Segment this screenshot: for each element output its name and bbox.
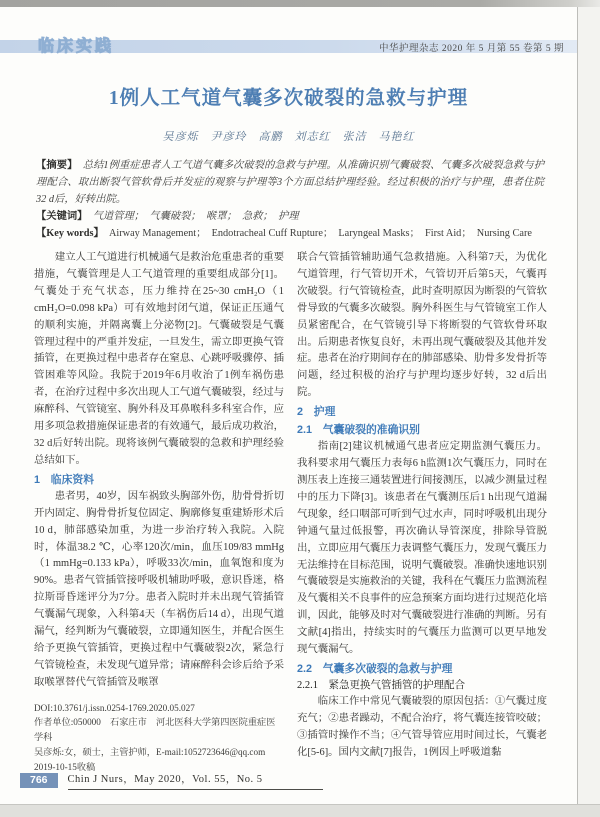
page-footer	[20, 771, 323, 790]
keywords-en-paragraph	[36, 225, 544, 242]
scan-edge-bottom	[0, 804, 600, 817]
scan-edge-right	[577, 7, 600, 804]
journal-issue-text: 中华护理杂志 2020 年 5 月第 55 卷第 5 期	[378, 43, 564, 54]
footnote-block	[34, 701, 284, 775]
footnote-author: 吴彦烁:女，硕士，主管护师，E-mail:1052723646@qq.com	[34, 747, 266, 758]
column-section-label: 临床实践	[38, 37, 115, 55]
section-2-2-1-heading: 2.2.1 紧急更换气管插管的护理配合	[297, 679, 465, 691]
journal-page	[0, 7, 577, 804]
page-number-badge: 766	[20, 773, 58, 788]
section-2-2-heading: 2.2 气囊多次破裂的急救与护理	[297, 662, 453, 675]
article-title: 1例人工气道气囊多次破裂的急救与护理	[108, 88, 469, 109]
keywords-en-label: 【Key words】	[36, 228, 99, 239]
abstract-text: 总结1例重症患者人工气道气囊多次破裂的急救与护理。从准确识别气囊破裂、气囊多次破裂急救与护理配合、取出断裂气管软骨后并发症的观察与护理等3个方面总结护理经验。经过积极的治疗与护理，患者住院32 d后，好转出院。	[36, 160, 544, 205]
section-2-2-1-text: 临床工作中常见气囊破裂的原因包括：①气囊过度充气；②患者躁动，不配合治疗，将气囊连接管咬破；③插管时操作不当；④气管导管应用时间过长，气囊老化[5-6]。国内文献[7]报告，1例因上呼吸道黏	[297, 695, 547, 758]
intro-paragraph: 建立人工气道进行机械通气是救治危重患者的重要措施，气囊管理是人工气道管理的重要组成部分[1]。气囊处于充气状态，压力维持在25~30 cmH₂O（1 cmH₂O=0.098 kPa）可有效地封闭气道，保证正压通气的顺利实施，并隔离囊上分泌物[2]。气囊破裂是气囊管理过程中的严重并发症，一旦发生，需立即更换气管插管，在更换过程中患者存在窒息、心跳呼吸骤停、插管困难等风险。我院于2019年6月收治了1例车祸伤患者，在治疗过程中多次出现人工气道气囊破裂，经过与麻醉科、气管镜室、胸外科及耳鼻喉科多科室合作，应用多项急救措施保证患者的有效通气，最后成功救治，32 d后好转出院。现将该例气囊破裂的急救和护理经验总结如下。	[34, 252, 284, 466]
keywords-text: 气道管理； 气囊破裂； 喉罩； 急救； 护理	[92, 211, 299, 222]
journal-citation: Chin J Nurs，May 2020，Vol. 55，No. 5	[68, 771, 323, 790]
section-2-1-text: 指南[2]建议机械通气患者应定期监测气囊压力。我科要求用气囊压力表每6 h监测1次气囊压力，同时在测压表上连接三通装置进行间接测压，以减少测量过程中的压力下降[3]。该患者在气囊测压后1 h出现气道漏气现象，经口咽部可听到气过水声，同时呼吸机出现分钟通气量过低报警，再次确认导管深度，排除导管脱出，立即应用气囊压力表调整气囊压力，发现气囊压力无法维持在目标范围，说明气囊破裂。准确快速地识别气囊破裂是实施救治的关键，我科在气囊压力监测流程及气囊相关不良事件的应急预案方面均进行过规范化培训，因此，能够及时对气囊破裂进行准确的判断。另有文献[4]指出，持续实时的气囊压力监测可以更早地发现气囊漏气。	[297, 441, 547, 656]
footnote-doi: DOI:10.3761/j.issn.0254-1769.2020.05.027	[34, 702, 195, 713]
keywords-en-text: Airway Management； Endotracheal Cuff Rupture； Laryngeal Masks； First Aid； Nursing Care	[108, 228, 532, 239]
footnote-received-date: 2019-10-15收稿	[34, 761, 96, 772]
section-2-heading: 2 护理	[297, 406, 336, 419]
left-column	[34, 250, 284, 775]
section-1-heading: 1 临床资料	[34, 473, 94, 486]
header-band	[0, 37, 600, 55]
abstract-label: 【摘要】	[36, 160, 73, 171]
abstract-paragraph	[36, 157, 544, 208]
section-1-text: 患者男，40岁，因车祸致头胸部外伤，肋骨骨折切开内固定、胸骨骨折复位固定、胸廓修复重建矫形术后10 d，肺部感染加重，为进一步治疗转入我院。入院时，体温38.2 ℃，心率120次/min，血压109/83 mmHg（1 mmHg=0.133 kPa），呼吸33次/min，血氧饱和度为90%。患者气管插管接呼吸机辅助呼吸，意识昏迷，格拉斯哥昏迷评分为7分。患者入院时并未出现气管插管气囊漏气现象，入科第4天（车祸伤后14 d），出现气道漏气，经判断为气囊破裂，立即通知医生，并配合医生给予更换气管插管，更换过程中气囊破裂2次，紧急行气管镜检查，未发现气道异常；请麻醉科会诊后给予采取喉罩替代气管插管及喉罩	[34, 490, 284, 688]
section-2-1-heading: 2.1 气囊破裂的准确识别	[297, 424, 420, 437]
right-column	[297, 250, 547, 775]
author-line: 吴彦烁 尹彦玲 高鹏 刘志红 张洁 马艳红	[162, 131, 415, 143]
abstract-block	[36, 157, 544, 242]
footnote-affiliation: 作者单位:050000 石家庄市 河北医科大学第四医院重症医学科	[34, 717, 276, 743]
continuation-paragraph: 联合气管插管辅助通气急救措施。入科第7天，为优化气道管理，行气管切开术，气管切开后第5天，气囊再次破裂。行气管镜检查，此时查明原因为断裂的气管软骨导致的气囊多次破裂。胸外科医生与气管镜室工作人员紧密配合，在气管镜引导下将断裂的气管软骨环取出。后期患者恢复良好，未再出现气囊破裂及其他并发症。患者在治疗期间存在的肺部感染、肋骨多发骨折等问题，经过积极的治疗与护理均逐步好转，32 d后出院。	[297, 252, 547, 399]
keywords-paragraph	[36, 208, 544, 225]
scan-edge-top	[0, 0, 600, 7]
body-columns	[34, 250, 548, 775]
keywords-label: 【关键词】	[36, 211, 83, 222]
